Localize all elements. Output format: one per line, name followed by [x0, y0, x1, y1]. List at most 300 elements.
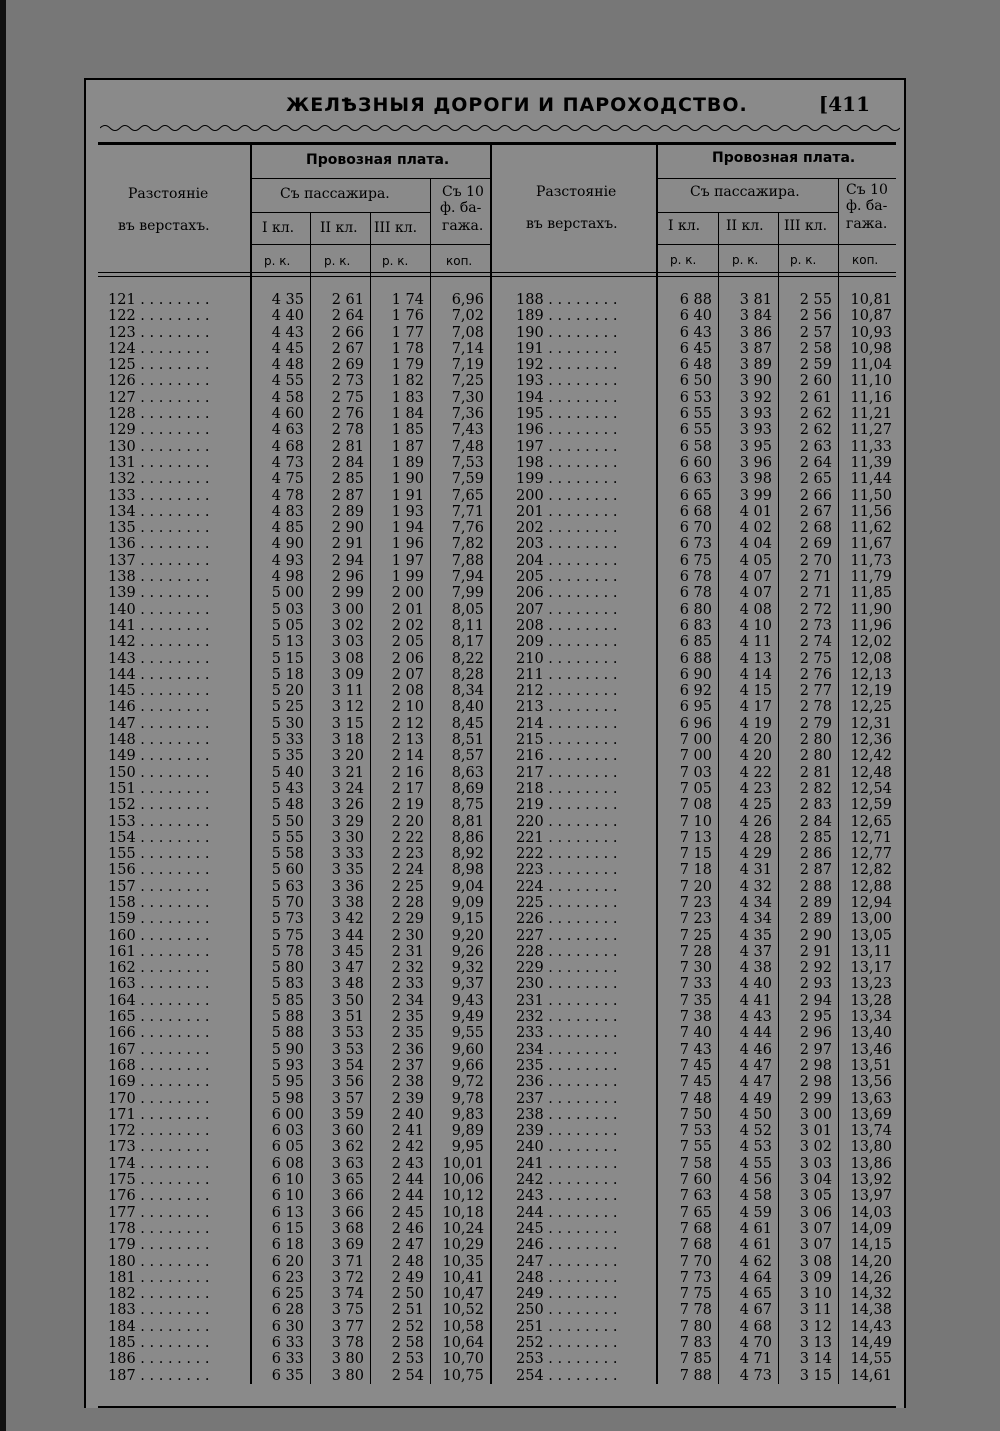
table-cell-c3: 2 89	[799, 911, 832, 928]
table-cell-c3: 2 62	[799, 422, 832, 439]
leader-dots: . . . . . . . .	[135, 389, 210, 406]
table-cell-c1: 6 75	[679, 552, 712, 569]
table-cell-c1: 7 83	[679, 1335, 712, 1351]
table-cell-c3: 2 73	[799, 617, 832, 634]
fare-title-right: Провозная плата.	[712, 150, 856, 166]
table-cell-c2: 3 08	[331, 650, 364, 667]
table-cell-c2: 4 73	[739, 1367, 772, 1384]
table-cell-c3: 2 98	[799, 1057, 832, 1074]
distance-value: 150	[108, 764, 136, 781]
distance-header-left-1: Разстояніе	[128, 186, 209, 202]
distance-value: 163	[108, 976, 136, 993]
table-cell-c2: 4 55	[739, 1155, 772, 1172]
distance-value: 223	[516, 862, 544, 879]
table-cell-c3: 2 75	[799, 650, 832, 667]
distance-value: 171	[108, 1106, 136, 1123]
table-cell-c1: 4 40	[271, 308, 304, 325]
table-cell-c2: 4 17	[739, 699, 772, 716]
vrule	[370, 212, 371, 1384]
table-cell-c3: 2 99	[799, 1090, 832, 1107]
table-cell-c1: 6 23	[271, 1269, 304, 1286]
distance-value: 202	[516, 520, 544, 537]
distance-value: 181	[108, 1269, 136, 1286]
table-cell-b: 12,02	[850, 634, 892, 651]
table-cell-c3: 1 77	[391, 324, 424, 341]
table-cell-c1: 5 75	[271, 927, 304, 944]
distance-value: 154	[108, 829, 136, 846]
table-cell-c3: 2 30	[391, 927, 424, 944]
distance-value: 143	[108, 650, 136, 667]
table-cell-d	[108, 928, 248, 944]
table-cell-c2: 3 35	[331, 862, 364, 879]
table-cell-c2: 2 87	[331, 487, 364, 504]
leader-dots: . . . . . . . .	[135, 1139, 210, 1156]
table-cell-b: 9,49	[451, 1009, 484, 1026]
table-cell-b: 8,17	[451, 634, 484, 651]
distance-value: 180	[108, 1253, 136, 1270]
leader-dots: . . . . . . . .	[543, 683, 618, 700]
table-cell-d	[516, 1254, 654, 1270]
table-cell-d	[516, 585, 654, 601]
distance-value: 254	[516, 1367, 544, 1384]
distance-value: 205	[516, 569, 544, 586]
distance-value: 140	[108, 601, 136, 618]
table-cell-c1: 6 13	[271, 1204, 304, 1221]
table-cell-c1: 4 68	[271, 438, 304, 455]
table-cell-c1: 6 96	[679, 715, 712, 732]
distance-value: 252	[516, 1335, 544, 1351]
leader-dots: . . . . . . . .	[135, 1009, 210, 1026]
table-cell-b: 13,51	[850, 1057, 892, 1074]
table-cell-c1: 5 90	[271, 1041, 304, 1058]
table-cell-d	[108, 879, 248, 895]
distance-value: 158	[108, 894, 136, 911]
table-cell-c3: 2 55	[799, 292, 832, 308]
table-cell-d	[516, 993, 654, 1009]
table-cell-c3: 2 14	[391, 748, 424, 765]
table-cell-c3: 3 12	[799, 1318, 832, 1335]
table-cell-c3: 2 38	[391, 1074, 424, 1091]
table-cell-b: 9,32	[451, 960, 484, 977]
distance-value: 127	[108, 389, 136, 406]
leader-dots: . . . . . . . .	[543, 878, 618, 895]
table-cell-c3: 2 36	[391, 1041, 424, 1058]
table-cell-d	[108, 1286, 248, 1302]
table-cell-b: 11,33	[850, 438, 892, 455]
table-cell-c1: 5 95	[271, 1074, 304, 1091]
table-cell-b: 11,44	[850, 471, 892, 488]
table-cell-c3: 1 91	[391, 487, 424, 504]
table-cell-b: 7,53	[451, 454, 484, 471]
distance-value: 208	[516, 617, 544, 634]
table-cell-d	[108, 814, 248, 830]
table-cell-c2: 3 71	[331, 1253, 364, 1270]
table-cell-c3: 3 04	[799, 1172, 832, 1189]
table-cell-c2: 3 47	[331, 960, 364, 977]
leader-dots: . . . . . . . .	[543, 520, 618, 537]
table-cell-d	[516, 667, 654, 683]
table-cell-b: 8,28	[451, 666, 484, 683]
decorative-wave-rule	[100, 122, 900, 134]
table-cell-c3: 1 78	[391, 340, 424, 357]
leader-dots: . . . . . . . .	[135, 878, 210, 895]
table-cell-c2: 2 85	[331, 471, 364, 488]
table-cell-b: 9,04	[451, 878, 484, 895]
leader-dots: . . . . . . . .	[543, 1041, 618, 1058]
table-cell-c1: 6 50	[679, 373, 712, 390]
table-cell-b: 12,25	[850, 699, 892, 716]
table-cell-c3: 2 94	[799, 992, 832, 1009]
table-cell-b: 8,51	[451, 732, 484, 749]
leader-dots: . . . . . . . .	[135, 340, 210, 357]
table-cell-c1: 5 18	[271, 666, 304, 683]
table-cell-d	[108, 1107, 248, 1123]
leader-dots: . . . . . . . .	[135, 406, 210, 423]
leader-dots: . . . . . . . .	[543, 1139, 618, 1156]
distance-value: 178	[108, 1220, 136, 1237]
table-cell-c1: 6 03	[271, 1123, 304, 1140]
table-cell-c2: 2 73	[331, 373, 364, 390]
table-cell-c1: 7 30	[679, 960, 712, 977]
table-cell-d	[516, 1123, 654, 1139]
leader-dots: . . . . . . . .	[543, 617, 618, 634]
leader-dots: . . . . . . . .	[543, 422, 618, 439]
table-cell-d	[108, 585, 248, 601]
page-title: ЖЕЛѢЗНЫЯ ДОРОГИ И ПАРОХОДСТВО.	[286, 94, 748, 116]
table-cell-b: 8,98	[451, 862, 484, 879]
table-cell-b: 9,89	[451, 1123, 484, 1140]
table-cell-c1: 6 60	[679, 454, 712, 471]
table-cell-c1: 6 68	[679, 503, 712, 520]
distance-value: 189	[516, 308, 544, 325]
table-cell-c2: 4 10	[739, 617, 772, 634]
table-cell-c3: 2 72	[799, 601, 832, 618]
table-cell-b: 8,81	[451, 813, 484, 830]
table-cell-b: 11,04	[850, 357, 892, 374]
table-cell-c2: 3 26	[331, 797, 364, 814]
table-cell-b: 11,62	[850, 520, 892, 537]
table-cell-c3: 2 47	[391, 1237, 424, 1254]
table-cell-c3: 2 35	[391, 1009, 424, 1026]
table-cell-c1: 6 00	[271, 1106, 304, 1123]
table-cell-c1: 6 10	[271, 1188, 304, 1205]
table-cell-b: 13,34	[850, 1009, 892, 1026]
table-cell-d	[108, 1123, 248, 1139]
table-cell-c2: 4 38	[739, 960, 772, 977]
table-cell-c3: 2 35	[391, 1025, 424, 1042]
table-cell-c2: 4 20	[739, 732, 772, 749]
table-cell-c2: 4 29	[739, 846, 772, 863]
table-cell-c3: 2 08	[391, 683, 424, 700]
leader-dots: . . . . . . . .	[543, 1074, 618, 1091]
left-class2-column	[312, 292, 364, 1384]
table-cell-d	[516, 357, 654, 373]
table-cell-c2: 3 12	[331, 699, 364, 716]
table-cell-c3: 2 77	[799, 683, 832, 700]
table-cell-d	[108, 1237, 248, 1253]
table-cell-c2: 3 74	[331, 1286, 364, 1303]
leader-dots: . . . . . . . .	[543, 1253, 618, 1270]
distance-value: 175	[108, 1172, 136, 1189]
scan-edge	[0, 0, 6, 1431]
table-cell-d	[516, 1221, 654, 1237]
table-cell-d	[108, 716, 248, 732]
distance-value: 170	[108, 1090, 136, 1107]
table-cell-d	[108, 308, 248, 324]
class1-right: I кл.	[668, 218, 701, 234]
distance-value: 160	[108, 927, 136, 944]
distance-value: 149	[108, 748, 136, 765]
table-cell-c1: 4 83	[271, 503, 304, 520]
distance-value: 199	[516, 471, 544, 488]
table-cell-c2: 2 89	[331, 503, 364, 520]
leader-dots: . . . . . . . .	[543, 699, 618, 716]
table-cell-d	[108, 536, 248, 552]
table-cell-c2: 3 90	[739, 373, 772, 390]
table-cell-d	[108, 1042, 248, 1058]
table-cell-c2: 3 62	[331, 1139, 364, 1156]
leader-dots: . . . . . . . .	[543, 1204, 618, 1221]
distance-value: 246	[516, 1237, 544, 1254]
table-cell-c3: 2 23	[391, 846, 424, 863]
table-cell-b: 7,08	[451, 324, 484, 341]
table-cell-c1: 6 58	[679, 438, 712, 455]
table-cell-c2: 4 47	[739, 1057, 772, 1074]
table-cell-c1: 7 40	[679, 1025, 712, 1042]
table-cell-b: 13,28	[850, 992, 892, 1009]
distance-value: 126	[108, 373, 136, 390]
table-cell-c2: 2 90	[331, 520, 364, 537]
table-cell-b: 12,54	[850, 780, 892, 797]
distance-value: 212	[516, 683, 544, 700]
table-cell-c2: 4 32	[739, 878, 772, 895]
table-cell-c2: 3 63	[331, 1155, 364, 1172]
distance-value: 231	[516, 992, 544, 1009]
leader-dots: . . . . . . . .	[135, 1286, 210, 1303]
distance-value: 135	[108, 520, 136, 537]
frame-top	[84, 78, 906, 80]
table-cell-c3: 2 10	[391, 699, 424, 716]
table-cell-d	[516, 504, 654, 520]
table-cell-c1: 7 85	[679, 1351, 712, 1368]
table-cell-c1: 6 28	[271, 1302, 304, 1319]
table-cell-c1: 6 30	[271, 1318, 304, 1335]
table-cell-d	[516, 960, 654, 976]
table-cell-b: 14,61	[850, 1367, 892, 1384]
table-cell-b: 11,27	[850, 422, 892, 439]
table-cell-c3: 2 80	[799, 748, 832, 765]
table-cell-b: 13,56	[850, 1074, 892, 1091]
table-cell-c2: 3 18	[331, 732, 364, 749]
table-cell-b: 10,98	[850, 340, 892, 357]
distance-value: 225	[516, 894, 544, 911]
table-cell-d	[516, 1074, 654, 1090]
table-cell-c3: 3 05	[799, 1188, 832, 1205]
table-cell-c1: 7 70	[679, 1253, 712, 1270]
table-cell-c3: 1 90	[391, 471, 424, 488]
table-cell-c2: 2 76	[331, 406, 364, 423]
distance-value: 121	[108, 292, 136, 308]
table-cell-d	[516, 1302, 654, 1318]
table-cell-c1: 7 28	[679, 943, 712, 960]
table-cell-c1: 5 35	[271, 748, 304, 765]
table-cell-c3: 2 57	[799, 324, 832, 341]
table-cell-c1: 7 48	[679, 1090, 712, 1107]
table-cell-c2: 2 75	[331, 389, 364, 406]
leader-dots: . . . . . . . .	[135, 1302, 210, 1319]
table-cell-c1: 4 73	[271, 454, 304, 471]
table-cell-c1: 7 00	[679, 748, 712, 765]
distance-value: 137	[108, 552, 136, 569]
leader-dots: . . . . . . . .	[543, 1057, 618, 1074]
table-cell-c2: 4 04	[739, 536, 772, 553]
page-header	[96, 88, 896, 122]
leader-dots: . . . . . . . .	[135, 536, 210, 553]
table-cell-c2: 3 57	[331, 1090, 364, 1107]
table-cell-c2: 3 66	[331, 1204, 364, 1221]
table-cell-d	[108, 634, 248, 650]
table-cell-c1: 7 13	[679, 829, 712, 846]
leader-dots: . . . . . . . .	[543, 862, 618, 879]
table-cell-b: 14,15	[850, 1237, 892, 1254]
table-cell-c3: 2 07	[391, 666, 424, 683]
leader-dots: . . . . . . . .	[543, 1106, 618, 1123]
distance-value: 200	[516, 487, 544, 504]
table-cell-c2: 3 15	[331, 715, 364, 732]
distance-value: 197	[516, 438, 544, 455]
table-cell-b: 7,25	[451, 373, 484, 390]
table-cell-c2: 4 46	[739, 1041, 772, 1058]
distance-value: 131	[108, 454, 136, 471]
table-cell-c1: 4 45	[271, 340, 304, 357]
table-cell-c2: 4 47	[739, 1074, 772, 1091]
table-cell-b: 9,83	[451, 1106, 484, 1123]
table-cell-b: 7,30	[451, 389, 484, 406]
leader-dots: . . . . . . . .	[543, 1351, 618, 1368]
table-cell-c2: 3 51	[331, 1009, 364, 1026]
table-cell-d	[516, 634, 654, 650]
leader-dots: . . . . . . . .	[543, 552, 618, 569]
table-cell-d	[108, 797, 248, 813]
table-cell-d	[516, 976, 654, 992]
table-cell-c3: 2 64	[799, 454, 832, 471]
table-cell-c2: 3 59	[331, 1106, 364, 1123]
table-cell-b: 8,86	[451, 829, 484, 846]
table-cell-c3: 2 62	[799, 406, 832, 423]
table-cell-c1: 4 75	[271, 471, 304, 488]
leader-dots: . . . . . . . .	[543, 536, 618, 553]
table-cell-c1: 7 65	[679, 1204, 712, 1221]
table-cell-d	[516, 862, 654, 878]
table-cell-c2: 4 15	[739, 683, 772, 700]
leader-dots: . . . . . . . .	[135, 748, 210, 765]
table-cell-b: 8,63	[451, 764, 484, 781]
table-cell-b: 13,46	[850, 1041, 892, 1058]
table-cell-b: 13,80	[850, 1139, 892, 1156]
table-cell-b: 8,92	[451, 846, 484, 863]
table-cell-b: 12,71	[850, 829, 892, 846]
table-cell-b: 9,26	[451, 943, 484, 960]
table-cell-b: 13,17	[850, 960, 892, 977]
table-cell-c1: 4 85	[271, 520, 304, 537]
distance-value: 145	[108, 683, 136, 700]
table-cell-c1: 5 33	[271, 732, 304, 749]
distance-value: 166	[108, 1025, 136, 1042]
table-cell-c2: 4 34	[739, 911, 772, 928]
table-cell-c3: 2 22	[391, 829, 424, 846]
distance-value: 217	[516, 764, 544, 781]
table-cell-b: 10,24	[442, 1220, 484, 1237]
table-cell-d	[108, 1335, 248, 1351]
table-cell-c3: 2 51	[391, 1302, 424, 1319]
table-cell-b: 9,15	[451, 911, 484, 928]
table-cell-d	[108, 683, 248, 699]
leader-dots: . . . . . . . .	[135, 764, 210, 781]
table-cell-c2: 3 38	[331, 894, 364, 911]
table-cell-b: 12,19	[850, 683, 892, 700]
table-cell-c2: 2 64	[331, 308, 364, 325]
table-cell-d	[516, 1351, 654, 1367]
leader-dots: . . . . . . . .	[135, 1172, 210, 1189]
table-cell-c3: 2 68	[799, 520, 832, 537]
distance-value: 138	[108, 569, 136, 586]
table-cell-b: 14,26	[850, 1269, 892, 1286]
table-cell-c1: 7 43	[679, 1041, 712, 1058]
distance-value: 159	[108, 911, 136, 928]
table-cell-d	[108, 553, 248, 569]
table-cell-d	[516, 1091, 654, 1107]
table-cell-b: 8,69	[451, 780, 484, 797]
table-cell-c1: 4 43	[271, 324, 304, 341]
table-cell-c1: 7 78	[679, 1302, 712, 1319]
leader-dots: . . . . . . . .	[543, 1025, 618, 1042]
table-cell-c1: 6 73	[679, 536, 712, 553]
fare-title-left: Провозная плата.	[306, 152, 450, 168]
leader-dots: . . . . . . . .	[135, 1123, 210, 1140]
table-cell-d	[516, 1335, 654, 1351]
table-cell-d	[108, 618, 248, 634]
table-cell-d	[516, 569, 654, 585]
distance-value: 245	[516, 1220, 544, 1237]
table-cell-c1: 7 38	[679, 1009, 712, 1026]
table-cell-c2: 3 96	[739, 454, 772, 471]
table-cell-c2: 3 42	[331, 911, 364, 928]
leader-dots: . . . . . . . .	[135, 438, 210, 455]
table-cell-d	[516, 325, 654, 341]
leader-dots: . . . . . . . .	[543, 992, 618, 1009]
distance-value: 147	[108, 715, 136, 732]
table-cell-c1: 6 40	[679, 308, 712, 325]
table-cell-c1: 5 93	[271, 1057, 304, 1074]
leader-dots: . . . . . . . .	[135, 634, 210, 651]
table-cell-c2: 3 78	[331, 1335, 364, 1351]
distance-value: 236	[516, 1074, 544, 1091]
table-cell-b: 14,38	[850, 1302, 892, 1319]
table-cell-b: 11,90	[850, 601, 892, 618]
table-cell-b: 12,88	[850, 878, 892, 895]
unit-rk: р. к.	[324, 254, 351, 268]
table-cell-c3: 2 74	[799, 634, 832, 651]
table-cell-d	[108, 292, 248, 308]
table-cell-c2: 4 22	[739, 764, 772, 781]
leader-dots: . . . . . . . .	[135, 552, 210, 569]
distance-value: 148	[108, 732, 136, 749]
table-cell-d	[516, 814, 654, 830]
table-cell-d	[516, 1188, 654, 1204]
table-cell-d	[108, 373, 248, 389]
table-cell-c2: 3 53	[331, 1041, 364, 1058]
table-cell-c1: 6 53	[679, 389, 712, 406]
